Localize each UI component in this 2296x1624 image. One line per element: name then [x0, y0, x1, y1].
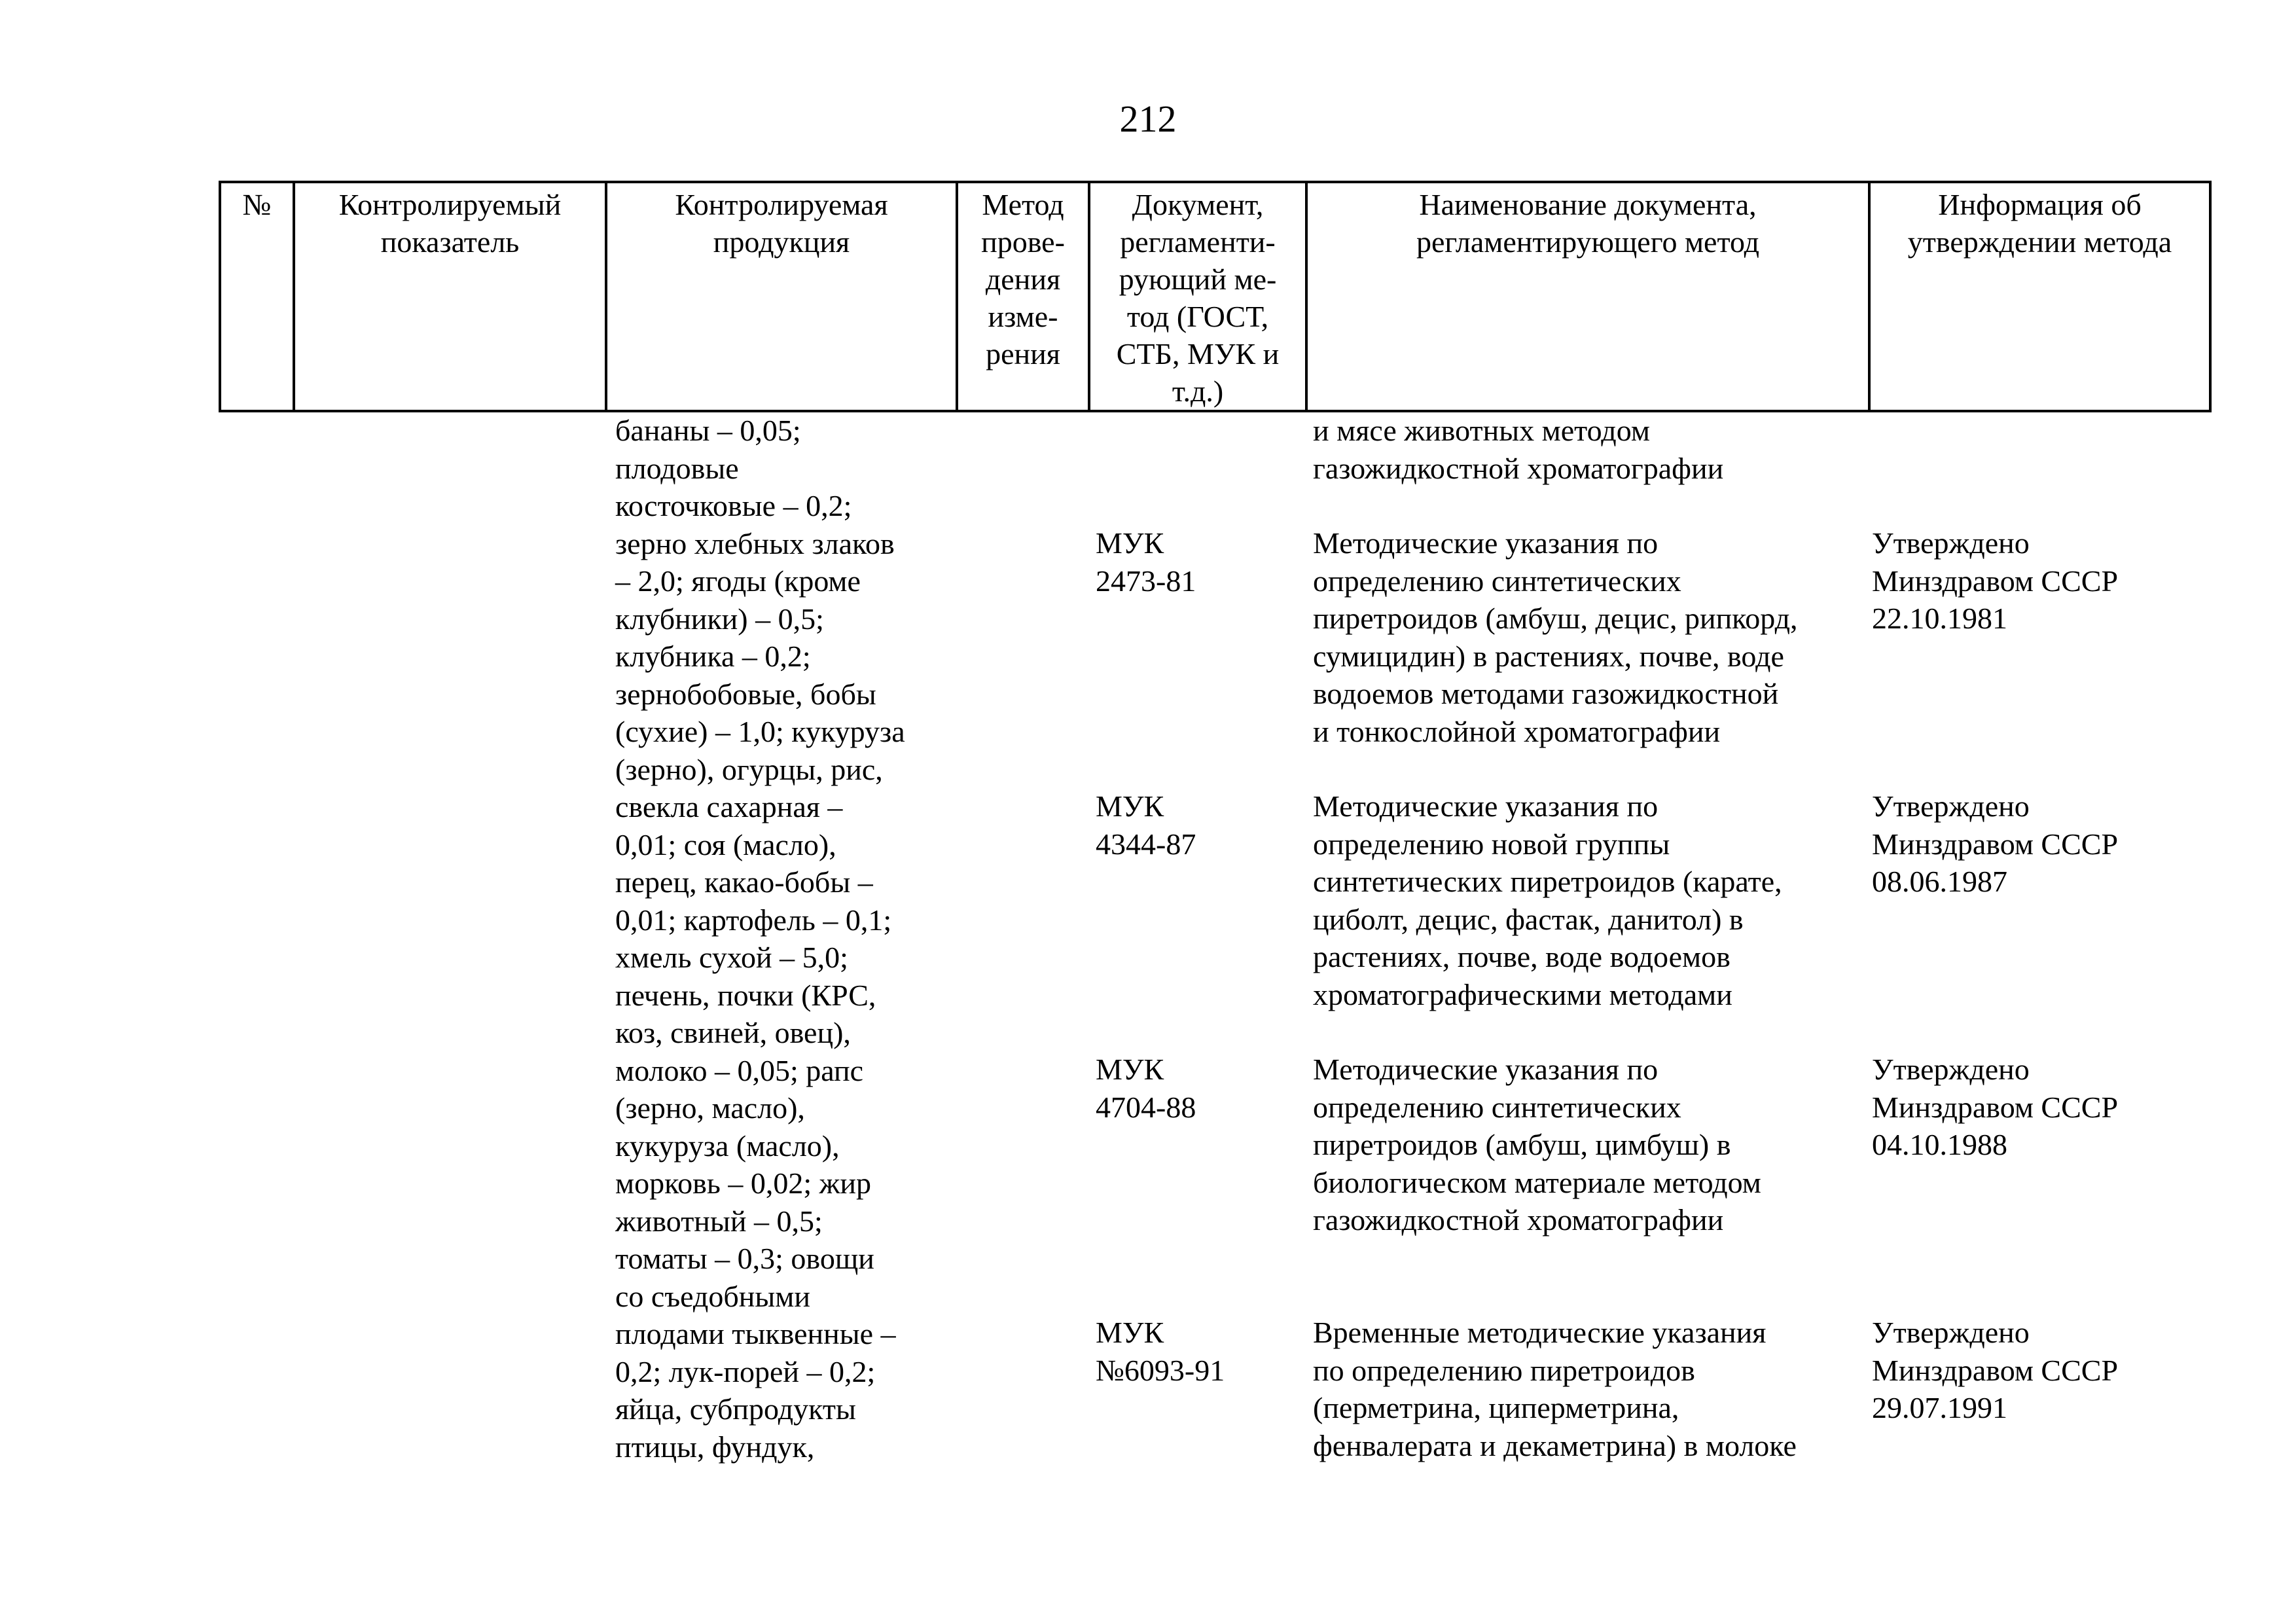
continuation-name-cell: и мясе животных методом газожидкостной хроматографии — [1313, 414, 1724, 485]
document-name-cell: Методические указания по определению новой группы синтетических пиретроидов (карате, циболт, децис, фастак, данитол) в растениях, почве, воде водоемов хроматографическими методами — [1313, 789, 1782, 1011]
document-cell: МУК 4344-87 — [1096, 789, 1196, 861]
document-name-cell: Методические указания по определению синтетических пиретроидов (амбуш, цимбуш) в биологическом материале методом газожидкостной хроматографии — [1313, 1053, 1761, 1236]
document-name-cell: Методические указания по определению синтетических пиретроидов (амбуш, децис, рипкорд, сумицидин) в растениях, почве, воде водоемов методами газожидкостной и тонкослойной хроматографии — [1313, 526, 1798, 748]
header-method: Метод прове- дения изме- рения — [957, 182, 1089, 411]
approval-cell: Утверждено Минздравом СССР 04.10.1988 — [1872, 1053, 2119, 1161]
document-cell: МУК 4704-88 — [1096, 1053, 1196, 1124]
document-cell: МУК №6093-91 — [1096, 1316, 1225, 1387]
header-approval: Информация об утверждении метода — [1869, 182, 2210, 411]
header-document: Документ, регламенти- рующий ме- тод (ГОСТ, СТБ, МУК и т.д.) — [1089, 182, 1306, 411]
table-header — [219, 181, 2212, 412]
approval-cell: Утверждено Минздравом СССР 08.06.1987 — [1872, 789, 2119, 898]
approval-cell: Утверждено Минздравом СССР 29.07.1991 — [1872, 1316, 2119, 1424]
header-indicator: Контролируемый показатель — [294, 182, 606, 411]
header-document-name: Наименование документа, регламентирующего метод — [1306, 182, 1869, 411]
document-name-cell: Временные методические указания по определению пиретроидов (перметрина, циперметрина, фенвалерата и декаметрина) в молоке — [1313, 1316, 1797, 1462]
document-cell: МУК 2473-81 — [1096, 526, 1196, 598]
header-product: Контролируемая продукция — [606, 182, 957, 411]
approval-cell: Утверждено Минздравом СССР 22.10.1981 — [1872, 526, 2119, 635]
product-cell: бананы – 0,05; плодовые косточковые – 0,2; зерно хлебных злаков – 2,0; ягоды (кроме клубники) – 0,5; клубника – 0,2; зернобобовые, бобы (сухие) – 1,0; кукуруза (зерно), огурцы, рис, свекла сахарная – 0,01; соя (масло), перец, какао-бобы – 0,01; картофель – 0,1; хмель сухой – 5,0; печень, почки (КРС, коз, свиней, овец), молоко – 0,05; рапс (зерно, масло), кукуруза (масло), морковь – 0,02; жир животный – 0,5; томаты – 0,3; овощи со съедобными плодами тыквенные – 0,2; лук-порей – 0,2; яйца, субпродукты птицы, фундук, — [615, 414, 905, 1464]
header-number: № — [220, 182, 294, 411]
page-number: 212 — [1119, 98, 1177, 140]
